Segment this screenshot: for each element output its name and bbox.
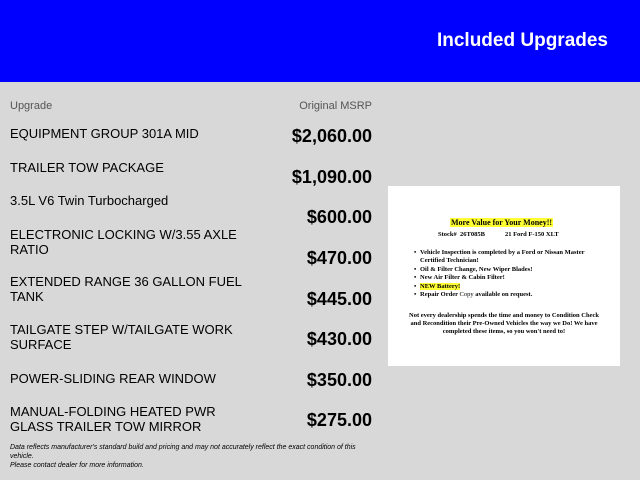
flyer-note: Not every dealership spends the time and money to Condition Check and Recondition their Pre-Owned Vehicles the way we Do! We have completed these items, so you won't need to! [409, 312, 599, 336]
stock-label: Stock# [438, 231, 457, 238]
column-header-upgrade: Upgrade [10, 100, 53, 112]
list-item-text: available on request. [475, 291, 533, 299]
list-item-text: Repair Order [420, 291, 458, 299]
upgrade-name: TRAILER TOW PACKAGE [10, 160, 164, 175]
upgrade-name: TAILGATE STEP W/TAILGATE WORK SURFACE [10, 322, 233, 352]
upgrade-price: $470.00 [306, 248, 372, 268]
upgrade-price: $1,090.00 [291, 167, 372, 187]
upgrade-name: EXTENDED RANGE 36 GALLON FUEL TANK [10, 274, 242, 304]
list-item-text: Vehicle Inspection is completed by a Ford or Nissan Master [420, 249, 585, 256]
page-title: Included Upgrades [436, 30, 608, 51]
disclaimer-line: Data reflects manufacturer's standard build and pricing and may not accurately reflect the exact condition of this vehicle. [10, 444, 356, 460]
vehicle-name: 21 Ford F-150 XLT [504, 231, 559, 238]
upgrade-name: MANUAL-FOLDING HEATED PWR GLASS TRAILER TOW MIRROR [10, 404, 216, 434]
list-item-text: Oil & Filter Change, New Wiper Blades! [420, 265, 533, 273]
flyer-checklist [414, 249, 614, 299]
upgrade-price: $430.00 [306, 329, 372, 349]
list-item [414, 266, 614, 274]
list-item [414, 249, 614, 266]
list-item-text: Copy [459, 291, 474, 299]
list-item-text: New Air Filter & Cabin Filter! [420, 274, 505, 282]
upgrade-price: $350.00 [306, 370, 372, 390]
header-banner [0, 0, 640, 82]
list-item [414, 274, 614, 282]
value-flyer-image [388, 186, 620, 366]
list-item [414, 283, 614, 291]
disclaimer [10, 443, 380, 470]
upgrade-price: $600.00 [306, 207, 372, 227]
upgrade-price: $2,060.00 [291, 126, 372, 146]
upgrade-name: ELECTRONIC LOCKING W/3.55 AXLE RATIO [10, 227, 237, 257]
upgrade-name: EQUIPMENT GROUP 301A MID [10, 126, 199, 141]
stock-number: 26T085B [460, 231, 485, 238]
list-item-text: NEW Battery! [420, 282, 461, 290]
flyer-stock-line [438, 231, 559, 238]
disclaimer-line: Please contact dealer for more information. [10, 462, 144, 469]
upgrade-price: $445.00 [306, 289, 372, 309]
list-item [414, 291, 614, 299]
upgrade-name: POWER-SLIDING REAR WINDOW [10, 371, 216, 386]
list-item-text: Certified Technician! [420, 257, 479, 265]
flyer-title: More Value for Your Money!! [451, 218, 553, 227]
column-header-msrp: Original MSRP [299, 100, 372, 112]
upgrade-price: $275.00 [306, 410, 372, 430]
upgrade-name: 3.5L V6 Twin Turbocharged [10, 193, 169, 208]
